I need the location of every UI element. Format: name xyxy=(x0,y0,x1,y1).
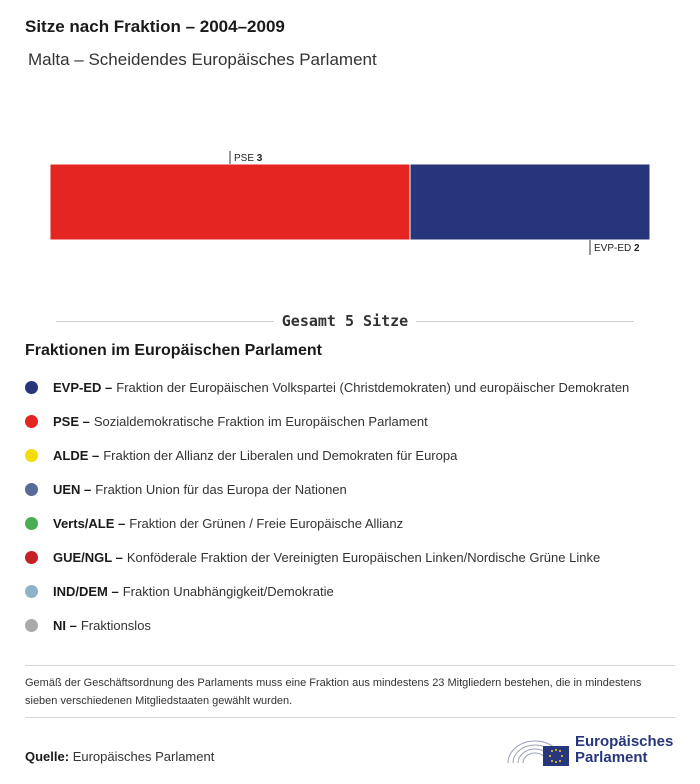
chart-title: Sitze nach Fraktion – 2004–2009 xyxy=(25,17,285,36)
legend-text: Fraktion Unabhängigkeit/Demokratie xyxy=(122,583,334,599)
parliament-hemicycle-icon xyxy=(505,731,571,769)
legend-text: Fraktion der Europäischen Volkspartei (Christdemokraten) und europäischer Demokraten xyxy=(116,379,630,395)
legend-dot-icon xyxy=(25,585,38,598)
legend-dot-icon xyxy=(25,517,38,530)
legend-item xyxy=(25,438,629,472)
seat-bar-chart xyxy=(0,140,700,265)
legend-dot-icon xyxy=(25,381,38,394)
data-label-evp-ed: EVP-ED 2 xyxy=(594,243,640,254)
legend-dot-icon xyxy=(25,449,38,462)
chart-subtitle: Malta – Scheidendes Europäisches Parlament xyxy=(28,50,377,69)
legend-text: Sozialdemokratische Fraktion im Europäischen Parlament xyxy=(93,413,428,429)
legend-dot-icon xyxy=(25,619,38,632)
logo-line-2: Parlament xyxy=(575,749,648,766)
legend-abbr: NI – xyxy=(53,617,77,633)
legend-dot-icon xyxy=(25,483,38,496)
legend-dot-icon xyxy=(25,415,38,428)
source-label: Quelle: xyxy=(25,749,70,764)
source-line xyxy=(25,749,214,764)
legend-text: Fraktion der Allianz der Liberalen und Demokraten für Europa xyxy=(103,447,458,463)
footnote: Gemäß der Geschäftsordnung des Parlaments muss eine Fraktion aus mindestens 23 Mitgliedern bestehen, die in mindestens sieben verschiedenen Mitgliedstaaten gewählt wurden. xyxy=(25,677,642,707)
legend-title: Fraktionen im Europäischen Parlament xyxy=(25,342,322,359)
legend-abbr: ALDE – xyxy=(53,447,100,463)
legend-item xyxy=(25,404,629,438)
total-seats-label: Gesamt 5 Sitze xyxy=(281,312,409,330)
legend-dot-icon xyxy=(25,551,38,564)
legend-item xyxy=(25,472,629,506)
legend-abbr: EVP-ED – xyxy=(53,379,113,395)
bar-segment-evp-ed xyxy=(410,164,650,240)
legend-item xyxy=(25,506,629,540)
logo-line-1: Europäisches xyxy=(575,733,674,750)
bar-segment-pse xyxy=(50,164,410,240)
legend-abbr: UEN – xyxy=(53,481,92,497)
legend-abbr: PSE – xyxy=(53,413,90,429)
legend-text: Fraktion Union für das Europa der Nationen xyxy=(95,481,347,497)
legend-abbr: Verts/ALE – xyxy=(53,515,126,531)
legend-item xyxy=(25,370,629,404)
source-value: Europäisches Parlament xyxy=(72,749,215,764)
legend-item xyxy=(25,540,629,574)
note-divider-top xyxy=(25,665,675,666)
ep-logo-text xyxy=(575,734,673,766)
legend-list xyxy=(25,370,629,642)
legend-abbr: IND/DEM – xyxy=(53,583,119,599)
legend-text: Fraktion der Grünen / Freie Europäische Allianz xyxy=(129,515,404,531)
legend-abbr: GUE/NGL – xyxy=(53,549,123,565)
legend-item xyxy=(25,608,629,642)
legend-text: Fraktionslos xyxy=(80,617,151,633)
data-label-pse: PSE 3 xyxy=(234,153,263,164)
note-divider-bottom xyxy=(25,717,675,718)
legend-text: Konföderale Fraktion der Vereinigten Europäischen Linken/Nordische Grüne Linke xyxy=(126,549,601,565)
legend-item xyxy=(25,574,629,608)
ep-logo xyxy=(505,728,685,772)
